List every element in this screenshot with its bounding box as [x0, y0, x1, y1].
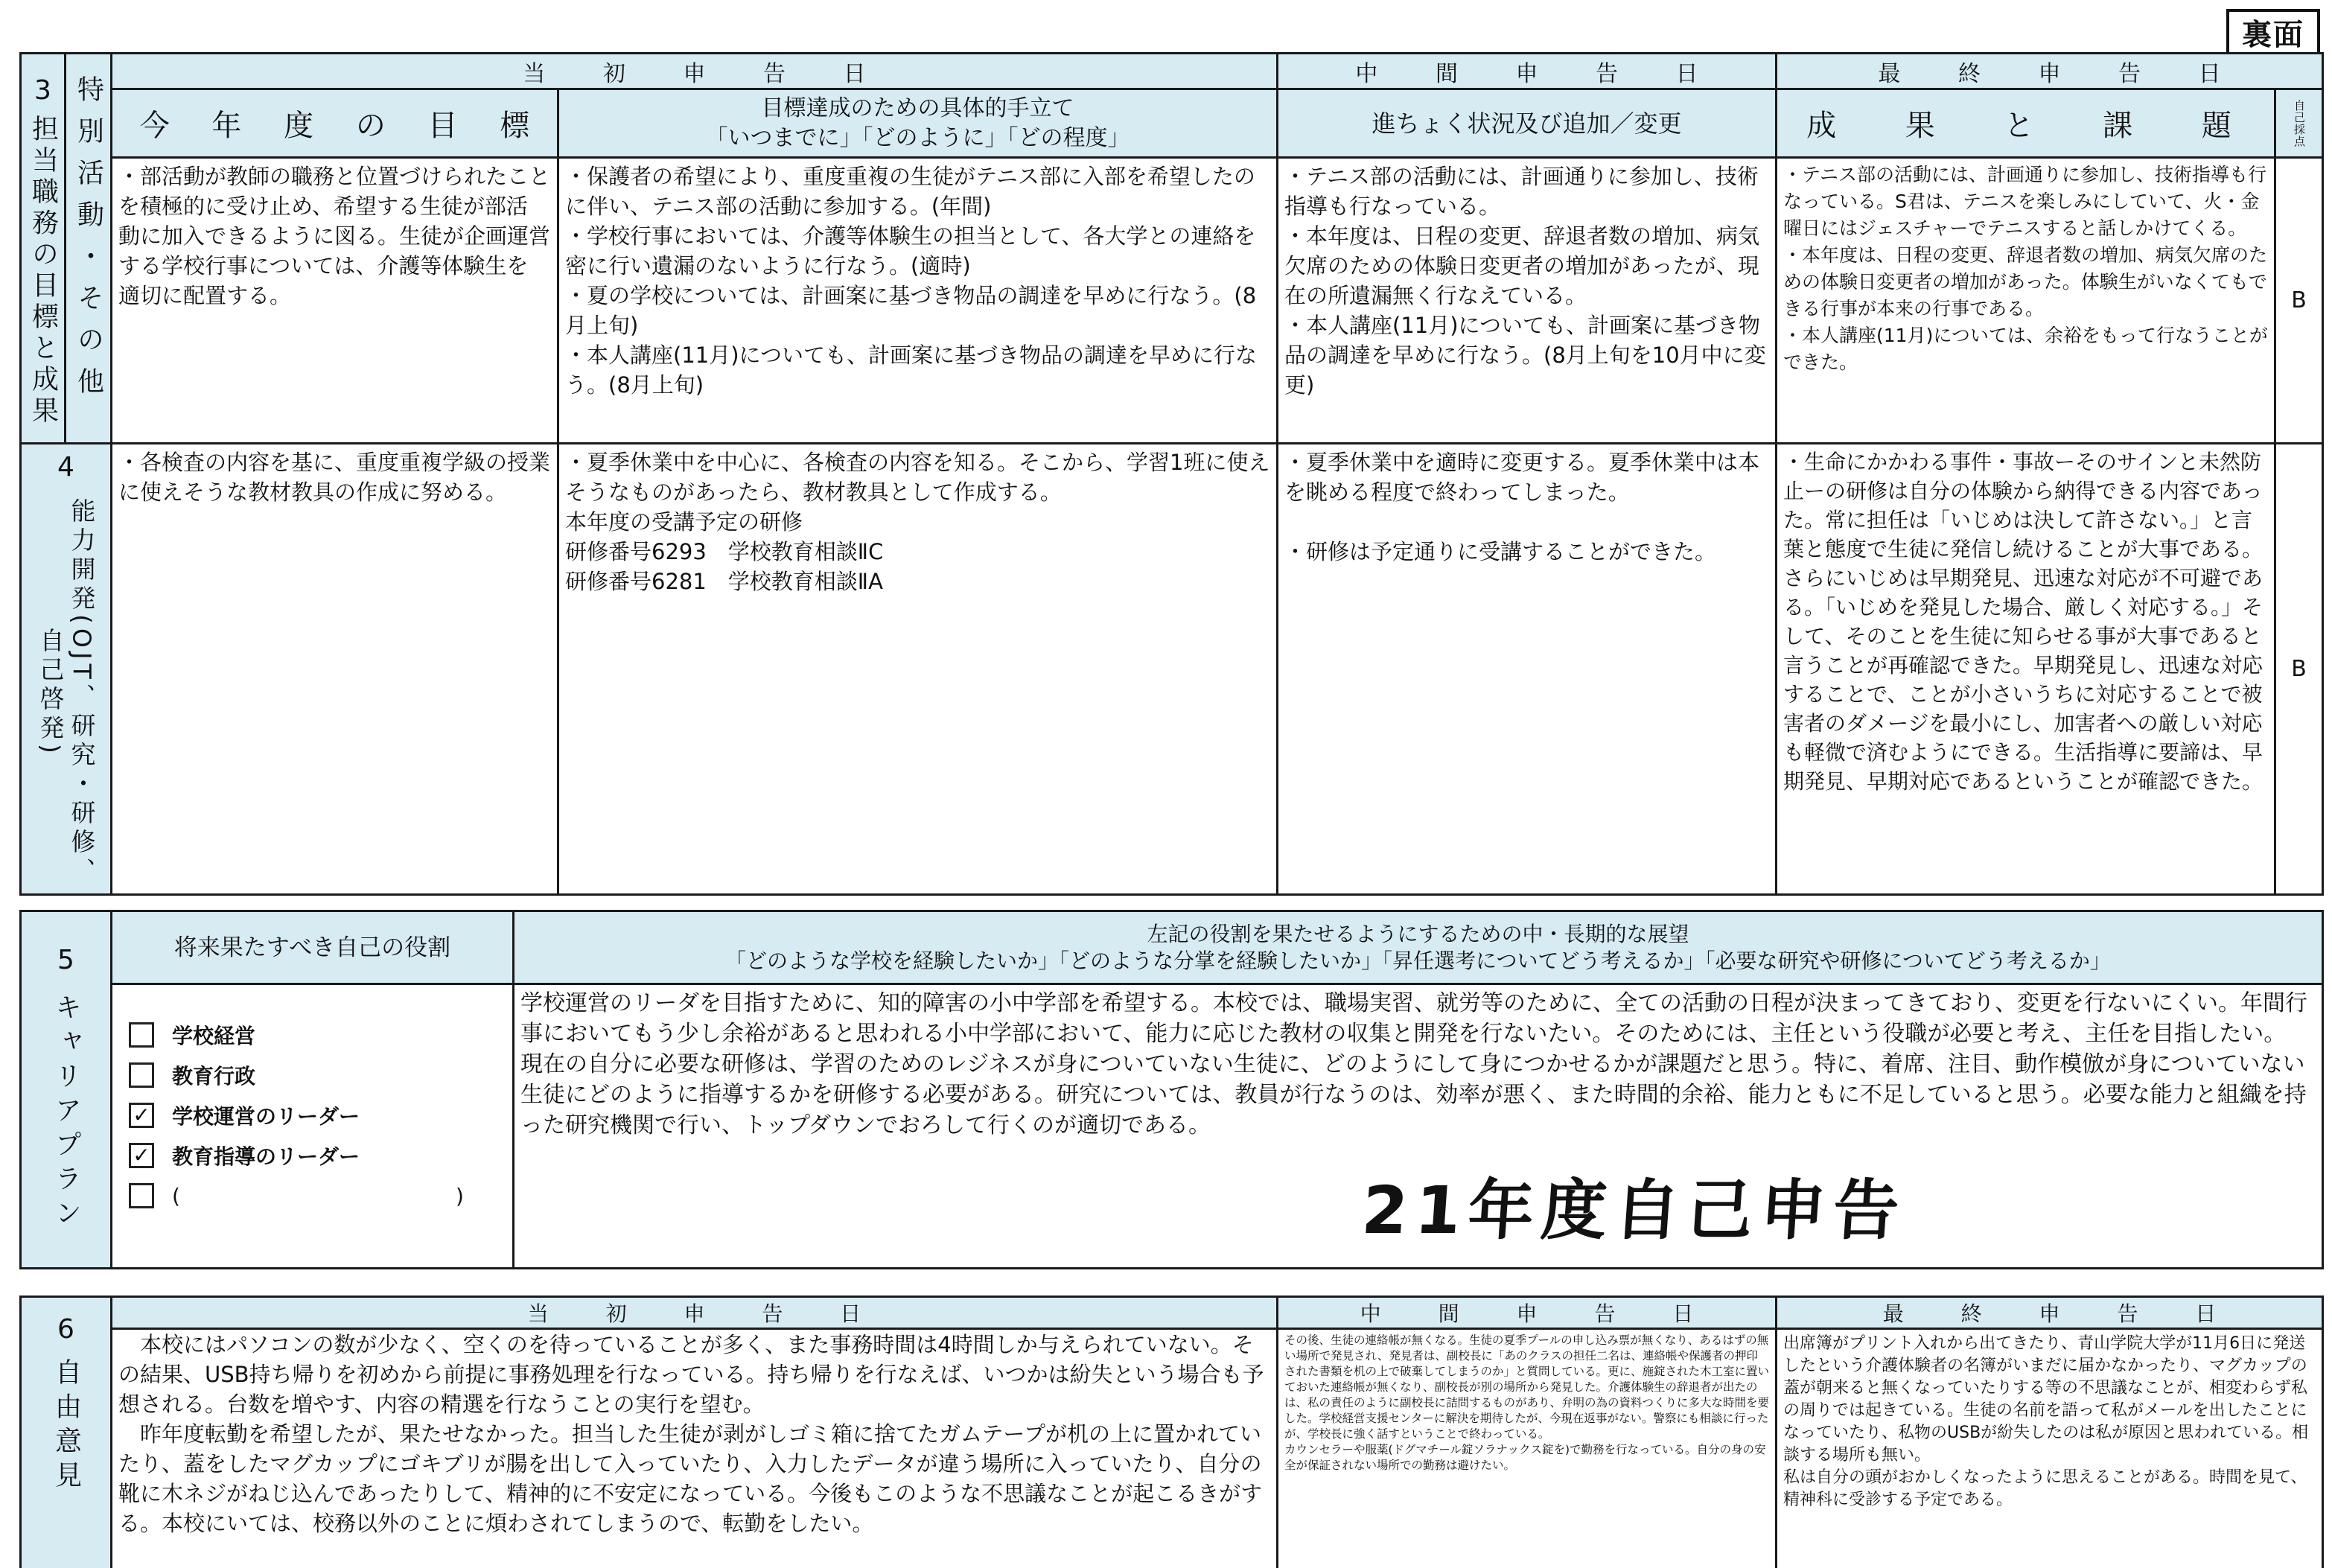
- role-label: (: [172, 1183, 180, 1208]
- s3-plan-text: ・保護者の希望により、重度重複の生徒がテニス部に入部を希望したのに伴い、テニス部の活動に参加する。(年間) ・学校行事においては、介護等体験生の担当として、各大学との連絡を密に行い遺漏のないように行なう。(適時) ・夏の学校については、計画案に基づき物品の調達を早めに行なう。(8月上旬) ・本人講座(11月)についても、計画案に基づき物品の調達を早めに行なう。(8月上旬): [565, 164, 1257, 398]
- col-result-header: 成 果 と 課 題: [1806, 109, 2261, 143]
- s6-header-final: 最 終 申 告 日: [1882, 1301, 2242, 1326]
- role-item[interactable]: [129, 1015, 512, 1055]
- col-goal-header: 今 年 度 の 目 標: [139, 109, 547, 143]
- header-middle: 中 間 申 告 日: [1355, 60, 1724, 87]
- col-score-header: 自己採点: [2293, 99, 2306, 147]
- section-4-number: 4: [57, 452, 74, 482]
- s6-middle-text: その後、生徒の連絡帳が無くなる。生徒の夏季プールの申し込み票が無くなり、あるはずの無い場所で発見され、発見者は、副校長に「あのクラスの担任二名は、連絡帳や保護者の押印された書類を机の上で破棄してしまうのか」と質問している。更に、施錠された木工室に置いておいた連絡帳が無くなり、副校長が別の場所から発見した。介護体験生の辞退者が出たのは、私の責任のように副校長に詰問するものがあり、弁明の為の資料つくりに多大な時間を要した。学校経営支援センターに解決を期待したが、今現在返事がない。警察にも相談に行ったが、学校長に強く話すということで終わっている。 カウンセラーや服薬(ドグマチール錠ソラナックス錠を)で勤務を行なっている。自分の身の安全が保証されない場所での勤務は避けたい。: [1284, 1333, 1770, 1472]
- s6-final-text: 出席簿がプリント入れから出てきたり、青山学院大学が11月6日に発送したという介護体験者の名簿がいまだに届かなかったり、マグカップの蓋が朝来ると無くなっていたりする等の不思議なことが、相変わらず私の周りでは起きている。生徒の名前を語って私がメールを出したことになっていたり、私物のUSBが紛失したのは私が原因と思われている。相談する場所も無い。 私は自分の頭がおかしくなったように思えることがある。時間を見て、精神科に受診する予定である。: [1783, 1334, 2309, 1509]
- section-3-title: 担当職務の目標と成果: [28, 115, 59, 427]
- section-5-table: [19, 910, 2324, 1269]
- section-6-label: [21, 1297, 112, 1568]
- section-5-title: キャリアプラン: [51, 993, 82, 1233]
- checkbox[interactable]: ✓: [129, 1143, 154, 1168]
- role-item[interactable]: [129, 1055, 512, 1095]
- s6-header-initial: 当 初 申 告 日: [527, 1301, 887, 1326]
- s4-score: B: [2275, 444, 2323, 895]
- section-4-title: 能力開発(OJT、研究・研修、自己啓発): [36, 498, 97, 887]
- role-label: 学校経営: [172, 1024, 256, 1048]
- role-item[interactable]: [129, 1135, 512, 1176]
- s3-progress-text: ・テニス部の活動には、計画通りに参加し、技術指導も行なっている。 ・本年度は、日程の変更、辞退者数の増加、病気欠席のための体験日変更者の増加があったが、現在の所遺漏無く行なえている。 ・本人講座(11月)についても、計画案に基づき物品の調達を早めに行なう。(8月上旬を10月中に変更): [1284, 164, 1766, 398]
- col-vision-header: 左記の役割を果たせるようにするための中・長期的な展望 「どのような学校を経験したいか」「どのような分掌を経験したいか」「昇任選考についてどう考えるか」「必要な研究や研修についてどう考えるか」: [725, 921, 2111, 973]
- handwritten-note: 21年度自己申告: [1359, 1172, 1909, 1249]
- header-final: 最 終 申 告 日: [1878, 60, 2246, 87]
- role-label: 教育指導のリーダー: [172, 1144, 360, 1169]
- checkbox[interactable]: [129, 1062, 154, 1088]
- section-4-label: [21, 444, 112, 895]
- checkbox[interactable]: [129, 1022, 154, 1048]
- s3-result-text: ・テニス部の活動には、計画通りに参加し、技術指導も行なっている。S君は、テニスを楽しみにしていて、火・金曜日にはジェスチャーでテニスすると話しかけてくる。 ・本年度は、日程の変更、辞退者数の増加、病気欠席のための体験日変更者の増加があった。体験生がいなくてもできる行事が本来の行事である。 ・本人講座(11月)については、余裕をもって行なうことができた。: [1783, 164, 2268, 373]
- s4-result-text: ・生命にかかわる事件・事故ーそのサインと未然防止ーの研修は自分の体験から納得できる内容であった。常に担任は「いじめは決して許さない。」と言葉と態度で生徒に発信し続けることが大事である。さらにいじめは早期発見、迅速な対応が不可避である。「いじめを発見した場合、厳しく対応する。」そして、そのことを生徒に知らせる事が大事であると言うことが再確認できた。早期発見し、迅速な対応することで、ことが小さいうちに対応することで被害者のダメージを最小にし、加害者への厳しい対応も軽微で済むようにできる。生活指導に要諦は、早期発見、早期対応であるということが確認できた。: [1783, 450, 2263, 794]
- role-other-close: ): [455, 1183, 464, 1208]
- col-role-header: 将来果たすべき自己の役割: [173, 934, 451, 961]
- section-5-label: [21, 911, 112, 1269]
- section-6-title: 自由意見: [51, 1358, 82, 1495]
- s6-header-middle: 中 間 申 告 日: [1360, 1301, 1719, 1326]
- section-3-subtitle: 特別活動・その他: [73, 75, 104, 409]
- section-3-number: 3: [34, 75, 51, 106]
- section-6-number: 6: [57, 1314, 74, 1345]
- header-initial: 当 初 申 告 日: [523, 60, 891, 87]
- section-3-4-table: [19, 52, 2324, 896]
- s4-progress-text: ・夏季休業中を適時に変更する。夏季休業中は本を眺める程度で終わってしまった。 ・研修は予定通りに受講することができた。: [1284, 450, 1760, 564]
- role-item[interactable]: [129, 1176, 512, 1216]
- s4-goal-text: ・各検査の内容を基に、重度重複学級の授業に使えそうな教材教具の作成に努める。: [118, 450, 551, 505]
- s3-score: B: [2275, 158, 2323, 444]
- s5-vision-text: 学校運営のリーダを目指すために、知的障害の小中学部を希望する。本校では、職場実習、就労等のために、全ての活動の日程が決まってきており、変更を行ないにくい。年間行事においてもう少し余裕があると思われる小中学部において、能力に応じた教材の収集と開発を行ないたい。そのためには、主任という役職が必要と考え、主任を目指したい。 現在の自分に必要な研修は、学習のためのレジネスが身についていない生徒に、どのようにして身につかせるかが課題だと思う。特に、着席、注目、動作模倣が身についていない生徒にどのように指導するかを研修する必要がある。研究については、教員が行なうのは、効率が悪く、また時間的余裕、能力ともに不足していると思う。必要な能力と組織を持った研究機関で行い、トップダウンでおろして行くのが適切である。: [520, 990, 2307, 1138]
- col-progress-header: 進ちょく状況及び追加／変更: [1372, 109, 1682, 138]
- col-plan-header: 目標達成のための具体的手立て 「いつまでに」「どのように」「どの程度」: [705, 95, 1130, 151]
- section-3-label: [21, 54, 66, 444]
- role-label: 学校運営のリーダー: [172, 1104, 360, 1129]
- s6-initial-text: 本校にはパソコンの数が少なく、空くのを待っていることが多く、また事務時間は4時間しか与えられていない。その結果、USB持ち帰りを初めから前提に事務処理を行なっている。持ち帰りを行なえば、いつかは紛失という場合も予想される。台数を増やす、内容の精選を行なうことの実行を望む。 昨年度転勤を希望したが、果たせなかった。担当した生徒が剥がしゴミ箱に捨てたガムテープが机の上に置かれていたり、蓋をしたマグカップにゴキブリが腸を出して入っていたり、入力したデータが違う場所に入っていたり、自分の靴に木ネジがねじ込んであったりして、精神的に不安定になっている。今後もこのような不思議なことが起こるきがする。本校にいては、校務以外のことに煩わされてしまうので、転勤をしたい。: [118, 1332, 1264, 1536]
- role-label: 教育行政: [172, 1064, 256, 1089]
- page-side-tag: 裏面: [2226, 9, 2320, 55]
- role-checklist-cell: [112, 984, 514, 1269]
- section-5-number: 5: [57, 945, 74, 975]
- section-3-sublabel: [66, 54, 112, 444]
- section-6-table: [19, 1295, 2324, 1568]
- role-checklist: [112, 985, 512, 1216]
- s4-plan-text: ・夏季休業中を中心に、各検査の内容を知る。そこから、学習1班に使えそうなものがあったら、教材教具として作成する。 本年度の受講予定の研修 研修番号6293 学校教育相談ⅡC 研修番号6281 学校教育相談ⅡA: [565, 450, 1270, 594]
- role-item[interactable]: [129, 1095, 512, 1135]
- checkbox[interactable]: ✓: [129, 1103, 154, 1128]
- s3-goal-text: ・部活動が教師の職務と位置づけられたこと を積極的に受け止め、希望する生徒が部活 動に加入できるように図る。生徒が企画運営 する学校行事については、介護等体験生を 適切に配置する。: [118, 164, 551, 308]
- checkbox[interactable]: [129, 1183, 154, 1208]
